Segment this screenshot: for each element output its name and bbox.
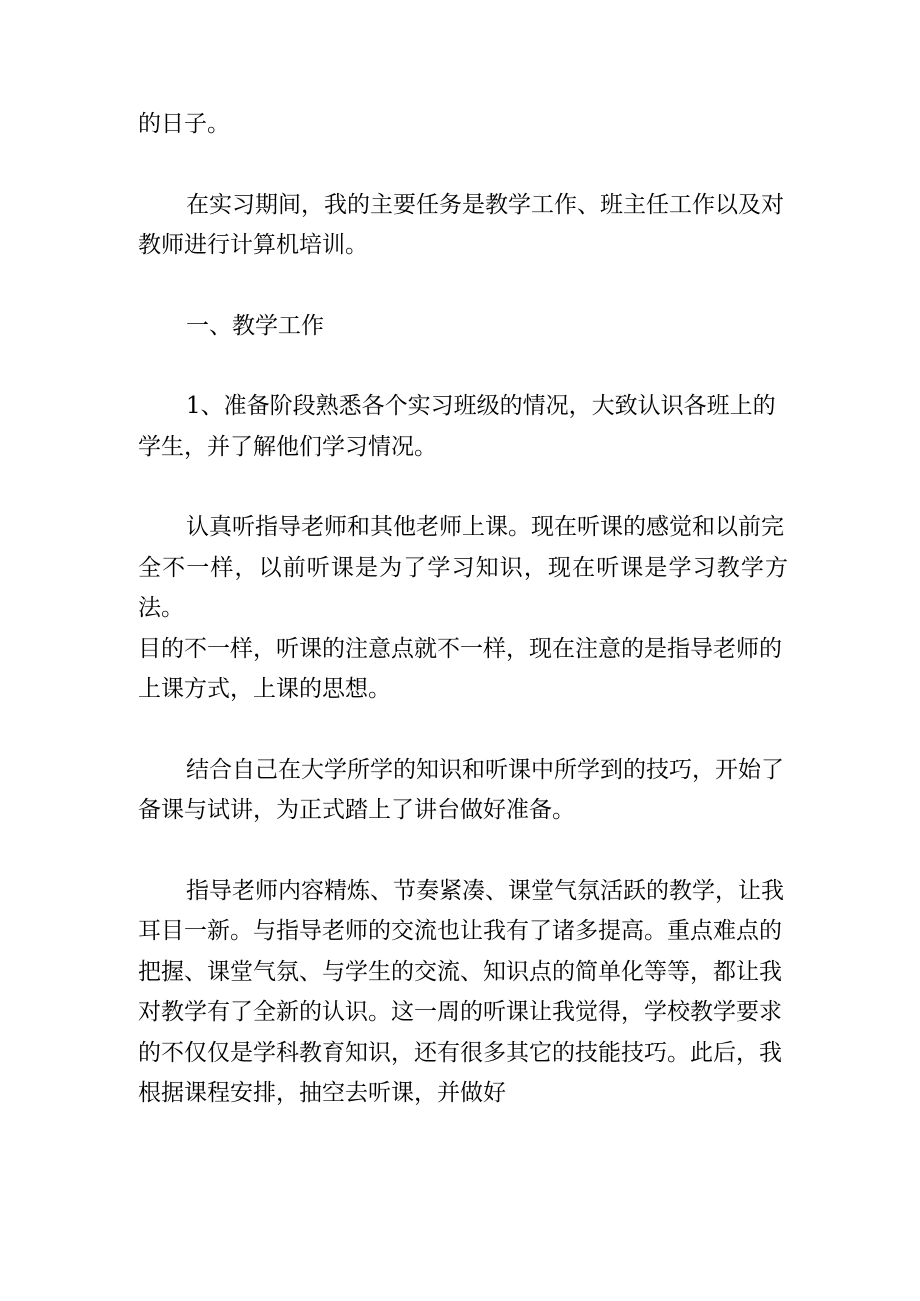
section-heading <box>138 306 788 347</box>
text-line: 结合自己在大学所学的知识和听课中所学到的技巧，开始了 <box>186 756 784 783</box>
paragraph-2 <box>138 185 788 266</box>
paragraph-6 <box>138 750 788 831</box>
text-line: 指导老师内容精炼、节奏紧凑、课堂气氛活跃的教学，让我 <box>186 877 784 904</box>
paragraph-7 <box>138 871 788 1114</box>
text-line: 上课方式，上课的思想。 <box>138 676 391 702</box>
heading-text: 一、教学工作 <box>186 312 324 339</box>
text-line: 在实习期间，我的主要任务是教学工作、班主任工作以及对 <box>186 191 784 218</box>
text-line: 教师进行计算机培训。 <box>138 232 368 258</box>
text-line: 根据课程安排，抽空去听课，并做好 <box>138 1080 506 1106</box>
text-line: 全不一样，以前听课是为了学习知识，现在听课是学习教学方法。 <box>138 554 788 621</box>
text-line: 学生，并了解他们学习情况。 <box>138 433 437 460</box>
text-line: 目的不一样，听课的注意点就不一样，现在注意的是指导老师的 <box>138 635 782 662</box>
document-body <box>138 104 788 1154</box>
paragraph-5 <box>138 507 788 710</box>
text-line: 备课与试讲，为正式踏上了讲台做好准备。 <box>138 797 575 823</box>
text-line: 1、准备阶段熟悉各个实习班级的情况，大致认识各班上的 <box>186 393 776 419</box>
text-line: 认真听指导老师和其他老师上课。现在听课的感觉和以前完 <box>186 514 784 540</box>
text-line: 的不仅仅是学科教育知识，还有很多其它的技能技巧。此后，我 <box>138 1039 782 1066</box>
paragraph-4 <box>138 386 788 467</box>
text-line: 耳目一新。与指导老师的交流也让我有了诸多提高。重点难点的 <box>138 918 782 944</box>
text-line: 的日子。 <box>138 111 230 137</box>
text-line: 对教学有了全新的认识。这一周的听课让我觉得，学校教学要求 <box>138 999 782 1025</box>
text-line: 把握、课堂气氛、与学生的交流、知识点的简单化等等，都让我 <box>138 958 782 985</box>
paragraph-1 <box>138 104 788 145</box>
